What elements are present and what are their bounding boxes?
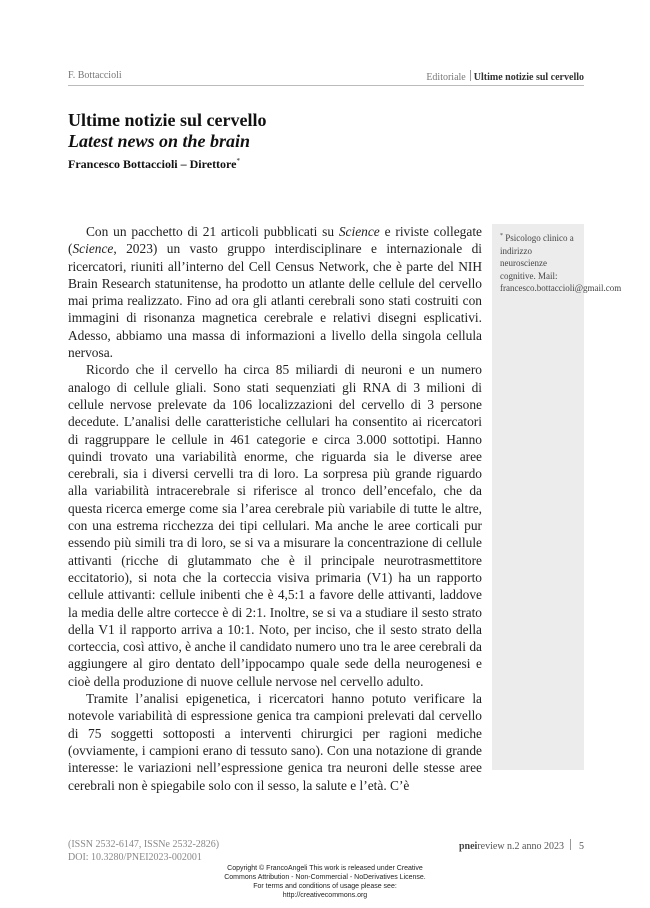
article-subtitle: Latest news on the brain — [68, 131, 251, 151]
body-paragraph — [68, 223, 482, 361]
running-head-divider — [470, 70, 471, 81]
copyright-line: http://creativecommons.org — [282, 892, 368, 899]
author-note-mark: * — [500, 233, 503, 239]
running-head-author: F. Bottaccioli — [68, 70, 122, 81]
footer-divider — [570, 839, 571, 850]
article-body — [68, 223, 482, 794]
page-number: 5 — [579, 841, 584, 852]
footer-journal-brand: pnei — [459, 841, 478, 852]
author-name: Francesco Bottaccioli – Direttore — [68, 157, 237, 171]
running-head-title: Ultime notizie sul cervello — [473, 72, 584, 83]
text-run: Tramite l’analisi epigenetica, i ricercatori hanno potuto verificare la notevole variabilità di espressione genica tra campioni prelevati dal cervello di 75 soggetti sottoposti a interventi chirurgici per ragioni mediche (ovviamente, i campioni erano di tessuto sano). Con una notazione di grande interesse: le variazioni nell’espressione genica tra neuroni delle stesse aree cerebrali non è spiegabile solo con il sesso, la salute e l’età. C’è — [68, 691, 482, 793]
running-head — [68, 70, 584, 84]
body-paragraph — [68, 690, 482, 794]
copyright-notice — [205, 864, 445, 900]
text-run: , 2023) un vasto gruppo interdisciplinare e internazionale di ricercatori, riuniti all’interno del Cell Census Network, che è parte del NIH Brain Research statunitense, ha prodotto un atlante delle cellule del cervello mai prima realizzato. Fino ad ora gli atlanti cerebrali sono stati costruiti con immagini di risonanza magnetica cerebrale e relativi disegni esplicativi. Adesso, abbiamo una massa di informazioni a livello della singola cellula nervosa. — [68, 241, 482, 361]
article-title: Ultime notizie sul cervello — [68, 110, 267, 130]
author-note-text: Psicologo clinico a indirizzo neuroscienze cognitive. Mail: francesco.bottaccioli@gmail.com — [500, 233, 622, 293]
body-paragraph — [68, 361, 482, 690]
italic-text-run: Science — [338, 224, 380, 239]
footer-issn: (ISSN 2532-6147, ISSNe 2532-2826) — [68, 839, 220, 850]
text-run: Con un pacchetto di 21 articoli pubblicati su — [86, 224, 339, 239]
text-run: Ricordo che il cervello ha circa 85 miliardi di neuroni e un numero analogo di cellule gliali. Sono stati sequenziati gli RNA di 3 milioni di cellule nervose prelevate da 106 localizzazioni del cervello di 3 persone decedute. L’analisi delle caratteristiche cellulari ha consentito ai ricercatori di raggruppare le cellule in 461 categorie e circa 3.000 sottotipi. Hanno quindi trovato una variabilità enorme, che riguarda sia le diverse aree cerebrali, sia i diversi cervelli tra di loro. La sorpresa più grande riguardo alla variabilità intracerebrale si riferisce al tronco dell’encefalo, che da questa ricerca emerge come sia l’area cerebrale più variabile di tutte le altre, con una estrema ricchezza dei tipi cellulari. Ma anche le aree corticali pur essendo più simili tra di loro, se si va a misurare la concentrazione di cellule attivanti (ricche di glutammato che è il principale neurotrasmettitore eccitatorio), si nota che la corteccia visiva primaria (V1) ha un rapporto cellule attivanti: cellule inibenti che è 4,5:1 a favore delle attivanti, laddove la media delle altre cortecce è di 2:1. Inoltre, se si va a studiare il sesto strato della V1 il rapporto arriva a 10:1. Noto, per inciso, che il sesto strato della corteccia, così attivo, è anche il candidato numero uno tra le aree cerebrali da aggiungere al giro dentato dell’ippocampo quale sede della neurogenesi e cioè della produzione di nuove cellule nervose nel cervello adulto. — [68, 362, 482, 689]
running-head-section — [426, 70, 584, 83]
footer-identifiers — [68, 839, 219, 864]
text-run: e riviste collegate ( — [68, 224, 482, 257]
running-head-section-label: Editoriale — [426, 72, 466, 83]
article-author — [68, 157, 240, 172]
footer-journal-issue: review n.2 anno 2023 — [477, 841, 564, 852]
copyright-line: For terms and conditions of usage please see: — [253, 883, 397, 890]
footer-doi: DOI: 10.3280/PNEI2023-002001 — [68, 851, 202, 863]
author-footnote-mark: * — [236, 157, 240, 165]
footer-journal — [459, 839, 584, 852]
copyright-line: Copyright © FrancoAngeli This work is released under Creative — [227, 865, 423, 872]
header-rule — [68, 85, 584, 86]
author-note-sidebar — [492, 224, 622, 770]
italic-text-run: Science — [72, 241, 114, 257]
copyright-line: Commons Attribution - Non-Commercial - NoDerivatives License. — [224, 874, 426, 881]
